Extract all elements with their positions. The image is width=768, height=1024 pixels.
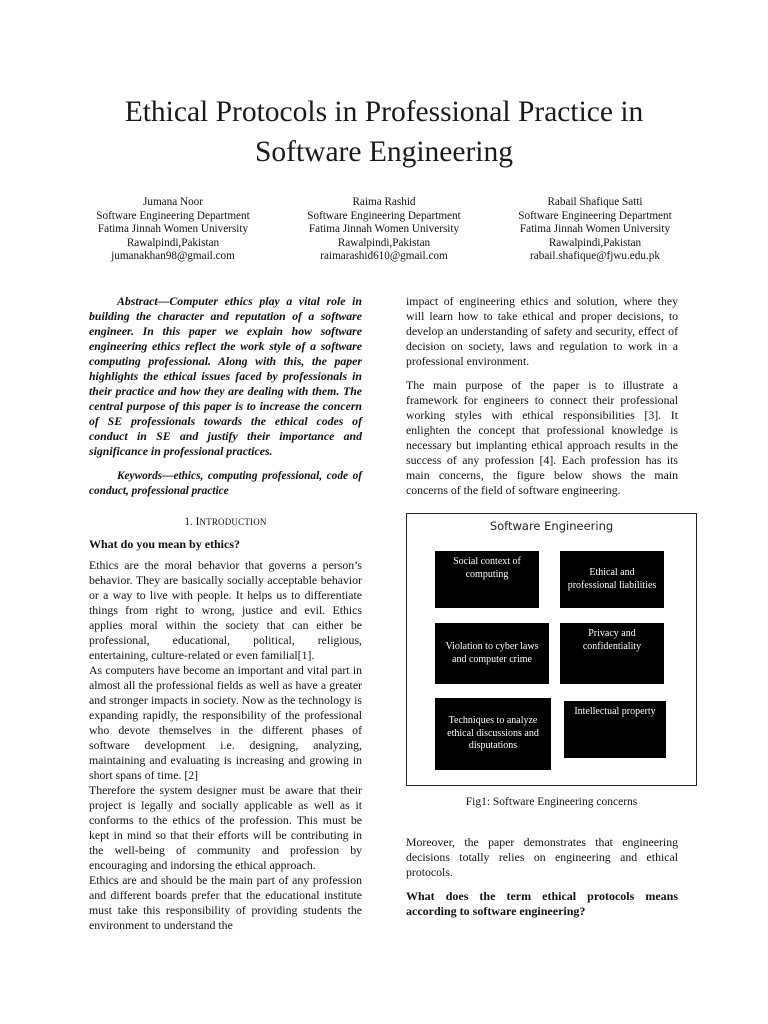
keywords: Keywords—ethics, computing professional, code of conduct, professional practice (89, 470, 362, 497)
section-number: 1. I (184, 516, 200, 528)
right-column-top (406, 294, 678, 498)
author-department: Software Engineering Department (518, 209, 672, 222)
figure-software-engineering-concerns (406, 513, 697, 786)
author-department: Software Engineering Department (307, 209, 461, 222)
section-heading-introduction (89, 515, 362, 530)
paragraph: As computers have become an important and vital part in almost all the professional fields as well as have a greater and stronger impacts in society. Now as the technology is expanding rapidly, the responsibility of the professional who devote themselves in the different phases of software development i.e. designing, analyzing, maintaining and evaluating is increasing and growing in short spans of time. [2] (89, 663, 362, 782)
paragraph: Ethics are the moral behavior that governs a person’s behavior. They are basically socially acceptable behavior or a way to live with people. It helps us to differentiate things from right to wrong, justice and evil. Ethics applies moral within the society that can either be professional, educational, political, religious, entertaining, culture-related or even familial[1]. (89, 558, 362, 662)
concern-box: Privacy and confidentiality (560, 623, 664, 684)
author-name: Raima Rashid (352, 196, 416, 208)
title-line-1: Ethical Protocols in Professional Practice in (124, 96, 644, 128)
subheading-ethics: What do you mean by ethics? (89, 537, 241, 551)
author-city: Rawalpindi,Pakistan (337, 236, 431, 249)
author-block-3 (470, 196, 720, 264)
paragraph: Moreover, the paper demonstrates that engineering decisions totally relies on engineering and ethical protocols. (406, 835, 678, 879)
author-university: Fatima Jinnah Women University (519, 223, 671, 235)
section-title: NTRODUCTION (199, 517, 267, 527)
left-column (89, 294, 362, 933)
figure-title: Software Engineering (489, 519, 614, 533)
author-email: raimarashid610@gmail.com (320, 250, 448, 262)
right-column-bottom (406, 835, 678, 919)
author-department: Software Engineering Department (96, 209, 250, 222)
author-email: jumanakhan98@gmail.com (111, 250, 235, 262)
author-name: Rabail Shafique Satti (547, 196, 643, 208)
paper-title (60, 92, 708, 172)
concern-box: Violation to cyber laws and computer crime (435, 623, 549, 684)
author-city: Rawalpindi,Pakistan (548, 236, 642, 249)
paragraph: Ethics are and should be the main part of any profession and different boards prefer that the educational institute must take this responsibility of providing students the environment to understand the (89, 873, 362, 932)
figure-caption: Fig1: Software Engineering concerns (465, 796, 638, 808)
subheading-ethical-protocols: What does the term ethical protocols means according to software engineering? (406, 889, 678, 918)
concern-box: Ethical and professional liabilities (560, 551, 664, 608)
author-university: Fatima Jinnah Women University (97, 223, 249, 235)
title-line-2: Software Engineering (254, 136, 514, 168)
concern-box: Social context of computing (435, 551, 539, 608)
author-name: Jumana Noor (143, 196, 203, 208)
author-university: Fatima Jinnah Women University (308, 223, 460, 235)
author-city: Rawalpindi,Pakistan (126, 236, 220, 249)
concern-box: Techniques to analyze ethical discussions and disputations (435, 698, 551, 770)
abstract: Abstract—Computer ethics play a vital role in building the character and reputation of a software engineer. In this paper we explain how software engineering ethics reflect the work style of a software computing professional. Along with this, the paper highlights the ethical issues faced by professionals in their practice and how they are dealing with them. The central purpose of this paper is to increase the concern of SE professionals towards the ethical codes of conduct in SE and justify their importance and significance in professional practices. (89, 294, 362, 458)
paragraph: Therefore the system designer must be aware that their project is legally and socially applicable as well as it conforms to the ethics of the profession. This must be kept in mind so that their efforts will be contributing in the well-being of community and profession by encouraging and indorsing the ethical approach. (89, 783, 362, 872)
author-email: rabail.shafique@fjwu.edu.pk (530, 250, 660, 262)
concern-box: Intellectual property (564, 701, 666, 758)
paragraph: impact of engineering ethics and solution, where they will learn how to take ethical and proper decisions, to develop an understanding of safety and security, effect of decision on society, laws and regulation to work in a professional environment. (406, 294, 678, 368)
paragraph: The main purpose of the paper is to illustrate a framework for engineers to connect their professional working styles with ethical responsibilities [3]. It enlighten the concept that professional knowledge is necessary but implanting ethical approach results in the success of any profession [4]. Each profession has its main concerns, the figure below shows the main concerns of the field of software engineering. (406, 378, 678, 497)
